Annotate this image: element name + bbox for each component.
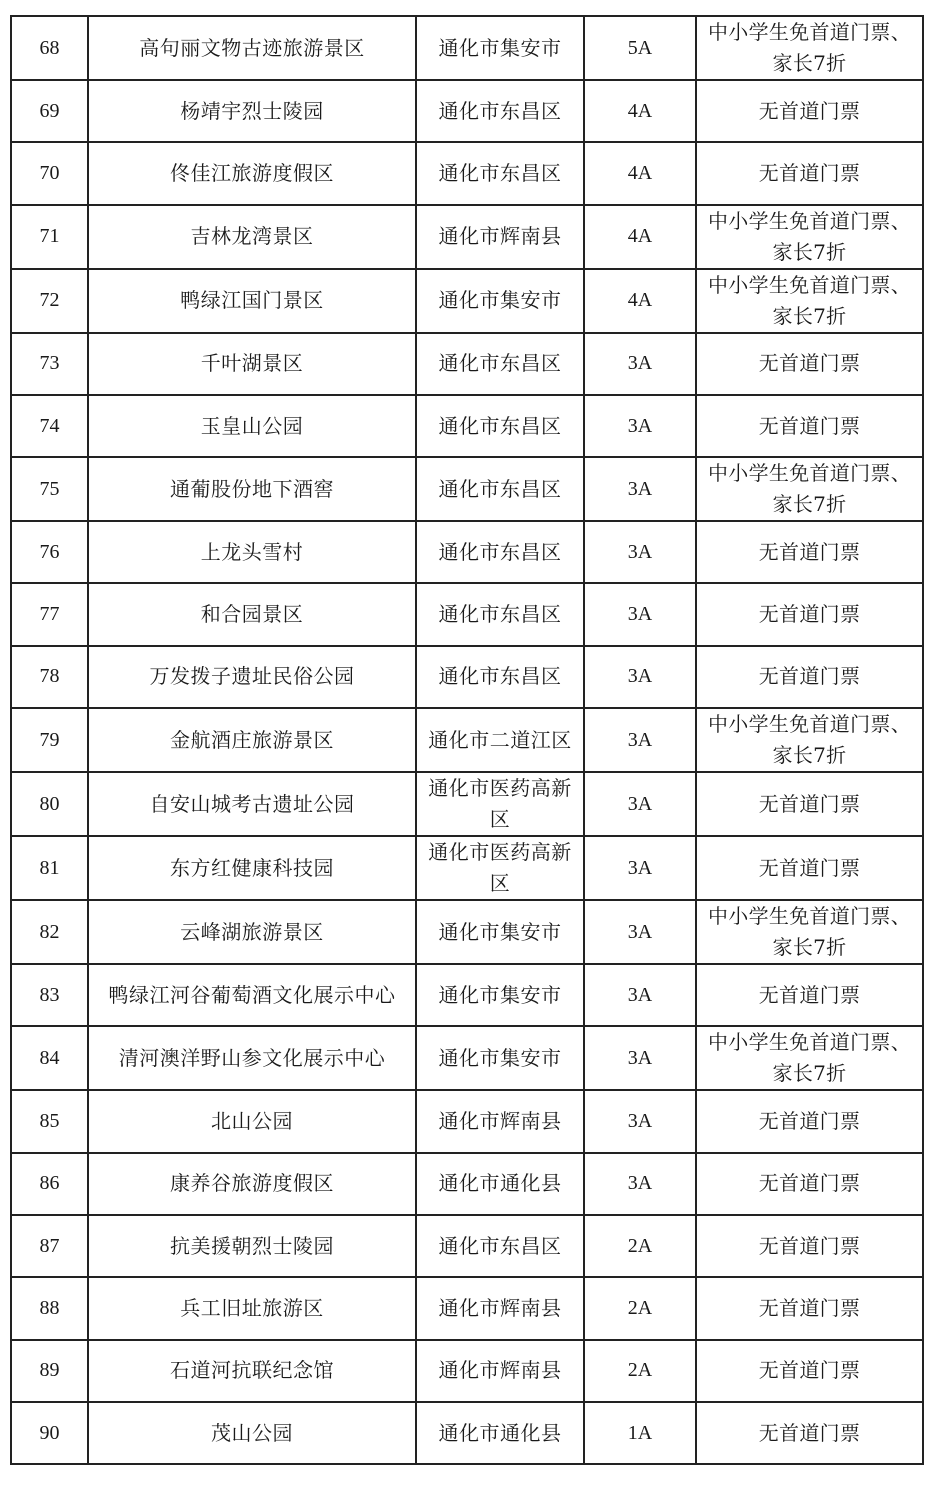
scenic-level: 3A xyxy=(584,1090,696,1152)
table-row xyxy=(11,708,923,772)
row-number: 82 xyxy=(11,900,88,964)
table-row xyxy=(11,457,923,521)
row-number: 79 xyxy=(11,708,88,772)
scenic-level: 3A xyxy=(584,646,696,708)
scenic-name: 佟佳江旅游度假区 xyxy=(88,142,416,204)
scenic-level: 4A xyxy=(584,205,696,269)
ticket-policy: 无首道门票 xyxy=(696,1215,923,1277)
scenic-level: 3A xyxy=(584,583,696,645)
ticket-policy: 无首道门票 xyxy=(696,583,923,645)
table-row xyxy=(11,964,923,1026)
scenic-name: 兵工旧址旅游区 xyxy=(88,1277,416,1339)
scenic-location: 通化市集安市 xyxy=(416,964,584,1026)
row-number: 68 xyxy=(11,16,88,80)
scenic-location: 通化市辉南县 xyxy=(416,1340,584,1402)
ticket-policy: 中小学生免首道门票、家长7折 xyxy=(696,457,923,521)
scenic-level: 1A xyxy=(584,1402,696,1464)
scenic-name: 通葡股份地下酒窖 xyxy=(88,457,416,521)
scenic-level: 2A xyxy=(584,1215,696,1277)
row-number: 78 xyxy=(11,646,88,708)
table-row xyxy=(11,646,923,708)
table-row xyxy=(11,1026,923,1090)
scenic-name: 东方红健康科技园 xyxy=(88,836,416,900)
table-row xyxy=(11,836,923,900)
ticket-policy: 无首道门票 xyxy=(696,1402,923,1464)
scenic-level: 2A xyxy=(584,1340,696,1402)
ticket-policy: 无首道门票 xyxy=(696,1153,923,1215)
scenic-location: 通化市东昌区 xyxy=(416,333,584,395)
scenic-location: 通化市通化县 xyxy=(416,1153,584,1215)
scenic-name: 鸭绿江国门景区 xyxy=(88,269,416,333)
table-row xyxy=(11,1090,923,1152)
ticket-policy: 无首道门票 xyxy=(696,1340,923,1402)
table-row xyxy=(11,1402,923,1464)
scenic-level: 3A xyxy=(584,900,696,964)
table-row xyxy=(11,521,923,583)
row-number: 73 xyxy=(11,333,88,395)
scenic-level: 3A xyxy=(584,1153,696,1215)
row-number: 87 xyxy=(11,1215,88,1277)
row-number: 69 xyxy=(11,80,88,142)
ticket-policy: 无首道门票 xyxy=(696,772,923,836)
row-number: 70 xyxy=(11,142,88,204)
scenic-location: 通化市辉南县 xyxy=(416,1277,584,1339)
scenic-location: 通化市集安市 xyxy=(416,900,584,964)
ticket-policy: 无首道门票 xyxy=(696,395,923,457)
row-number: 84 xyxy=(11,1026,88,1090)
table-row xyxy=(11,772,923,836)
scenic-level: 3A xyxy=(584,521,696,583)
table-row xyxy=(11,205,923,269)
scenic-level: 3A xyxy=(584,772,696,836)
row-number: 80 xyxy=(11,772,88,836)
ticket-policy: 中小学生免首道门票、家长7折 xyxy=(696,205,923,269)
scenic-location: 通化市二道江区 xyxy=(416,708,584,772)
scenic-name: 和合园景区 xyxy=(88,583,416,645)
row-number: 75 xyxy=(11,457,88,521)
ticket-policy: 无首道门票 xyxy=(696,521,923,583)
ticket-policy: 无首道门票 xyxy=(696,836,923,900)
ticket-policy: 无首道门票 xyxy=(696,964,923,1026)
ticket-policy: 中小学生免首道门票、家长7折 xyxy=(696,900,923,964)
scenic-location: 通化市集安市 xyxy=(416,1026,584,1090)
scenic-level: 3A xyxy=(584,457,696,521)
scenic-name: 杨靖宇烈士陵园 xyxy=(88,80,416,142)
scenic-name: 抗美援朝烈士陵园 xyxy=(88,1215,416,1277)
scenic-level: 3A xyxy=(584,836,696,900)
table-row xyxy=(11,333,923,395)
row-number: 77 xyxy=(11,583,88,645)
table-row xyxy=(11,142,923,204)
scenic-name: 北山公园 xyxy=(88,1090,416,1152)
table-row xyxy=(11,80,923,142)
scenic-name: 千叶湖景区 xyxy=(88,333,416,395)
ticket-policy: 中小学生免首道门票、家长7折 xyxy=(696,708,923,772)
ticket-policy: 无首道门票 xyxy=(696,1277,923,1339)
scenic-level: 3A xyxy=(584,964,696,1026)
ticket-policy: 无首道门票 xyxy=(696,142,923,204)
scenic-name: 玉皇山公园 xyxy=(88,395,416,457)
table-row xyxy=(11,583,923,645)
table-row xyxy=(11,1153,923,1215)
scenic-spot-table xyxy=(10,15,924,1465)
row-number: 85 xyxy=(11,1090,88,1152)
scenic-location: 通化市东昌区 xyxy=(416,646,584,708)
scenic-name: 清河澳洋野山参文化展示中心 xyxy=(88,1026,416,1090)
row-number: 74 xyxy=(11,395,88,457)
scenic-name: 吉林龙湾景区 xyxy=(88,205,416,269)
table-row xyxy=(11,1215,923,1277)
row-number: 86 xyxy=(11,1153,88,1215)
row-number: 83 xyxy=(11,964,88,1026)
row-number: 90 xyxy=(11,1402,88,1464)
scenic-name: 高句丽文物古迹旅游景区 xyxy=(88,16,416,80)
table-row xyxy=(11,1340,923,1402)
ticket-policy: 无首道门票 xyxy=(696,333,923,395)
ticket-policy: 中小学生免首道门票、家长7折 xyxy=(696,269,923,333)
scenic-location: 通化市通化县 xyxy=(416,1402,584,1464)
scenic-level: 3A xyxy=(584,395,696,457)
ticket-policy: 中小学生免首道门票、家长7折 xyxy=(696,1026,923,1090)
scenic-name: 金航酒庄旅游景区 xyxy=(88,708,416,772)
scenic-level: 3A xyxy=(584,708,696,772)
scenic-name: 鸭绿江河谷葡萄酒文化展示中心 xyxy=(88,964,416,1026)
table-row xyxy=(11,900,923,964)
scenic-name: 万发拨子遗址民俗公园 xyxy=(88,646,416,708)
scenic-location: 通化市集安市 xyxy=(416,269,584,333)
table-row xyxy=(11,269,923,333)
table-row xyxy=(11,395,923,457)
scenic-name: 云峰湖旅游景区 xyxy=(88,900,416,964)
scenic-spot-table-sheet xyxy=(10,15,922,1465)
scenic-location: 通化市东昌区 xyxy=(416,457,584,521)
scenic-level: 3A xyxy=(584,1026,696,1090)
ticket-policy: 中小学生免首道门票、家长7折 xyxy=(696,16,923,80)
scenic-level: 2A xyxy=(584,1277,696,1339)
scenic-level: 3A xyxy=(584,333,696,395)
row-number: 76 xyxy=(11,521,88,583)
scenic-level: 4A xyxy=(584,269,696,333)
scenic-name: 茂山公园 xyxy=(88,1402,416,1464)
scenic-level: 4A xyxy=(584,142,696,204)
scenic-location: 通化市医药高新区 xyxy=(416,836,584,900)
scenic-name: 石道河抗联纪念馆 xyxy=(88,1340,416,1402)
ticket-policy: 无首道门票 xyxy=(696,646,923,708)
scenic-location: 通化市辉南县 xyxy=(416,1090,584,1152)
scenic-level: 5A xyxy=(584,16,696,80)
scenic-name: 康养谷旅游度假区 xyxy=(88,1153,416,1215)
scenic-location: 通化市东昌区 xyxy=(416,1215,584,1277)
scenic-location: 通化市东昌区 xyxy=(416,80,584,142)
row-number: 71 xyxy=(11,205,88,269)
table-row xyxy=(11,1277,923,1339)
ticket-policy: 无首道门票 xyxy=(696,80,923,142)
scenic-location: 通化市集安市 xyxy=(416,16,584,80)
scenic-location: 通化市东昌区 xyxy=(416,521,584,583)
scenic-location: 通化市辉南县 xyxy=(416,205,584,269)
row-number: 89 xyxy=(11,1340,88,1402)
scenic-name: 自安山城考古遗址公园 xyxy=(88,772,416,836)
ticket-policy: 无首道门票 xyxy=(696,1090,923,1152)
row-number: 88 xyxy=(11,1277,88,1339)
row-number: 81 xyxy=(11,836,88,900)
scenic-location: 通化市医药高新区 xyxy=(416,772,584,836)
row-number: 72 xyxy=(11,269,88,333)
table-row xyxy=(11,16,923,80)
scenic-level: 4A xyxy=(584,80,696,142)
table-body xyxy=(11,16,923,1464)
scenic-name: 上龙头雪村 xyxy=(88,521,416,583)
scenic-location: 通化市东昌区 xyxy=(416,395,584,457)
scenic-location: 通化市东昌区 xyxy=(416,583,584,645)
scenic-location: 通化市东昌区 xyxy=(416,142,584,204)
